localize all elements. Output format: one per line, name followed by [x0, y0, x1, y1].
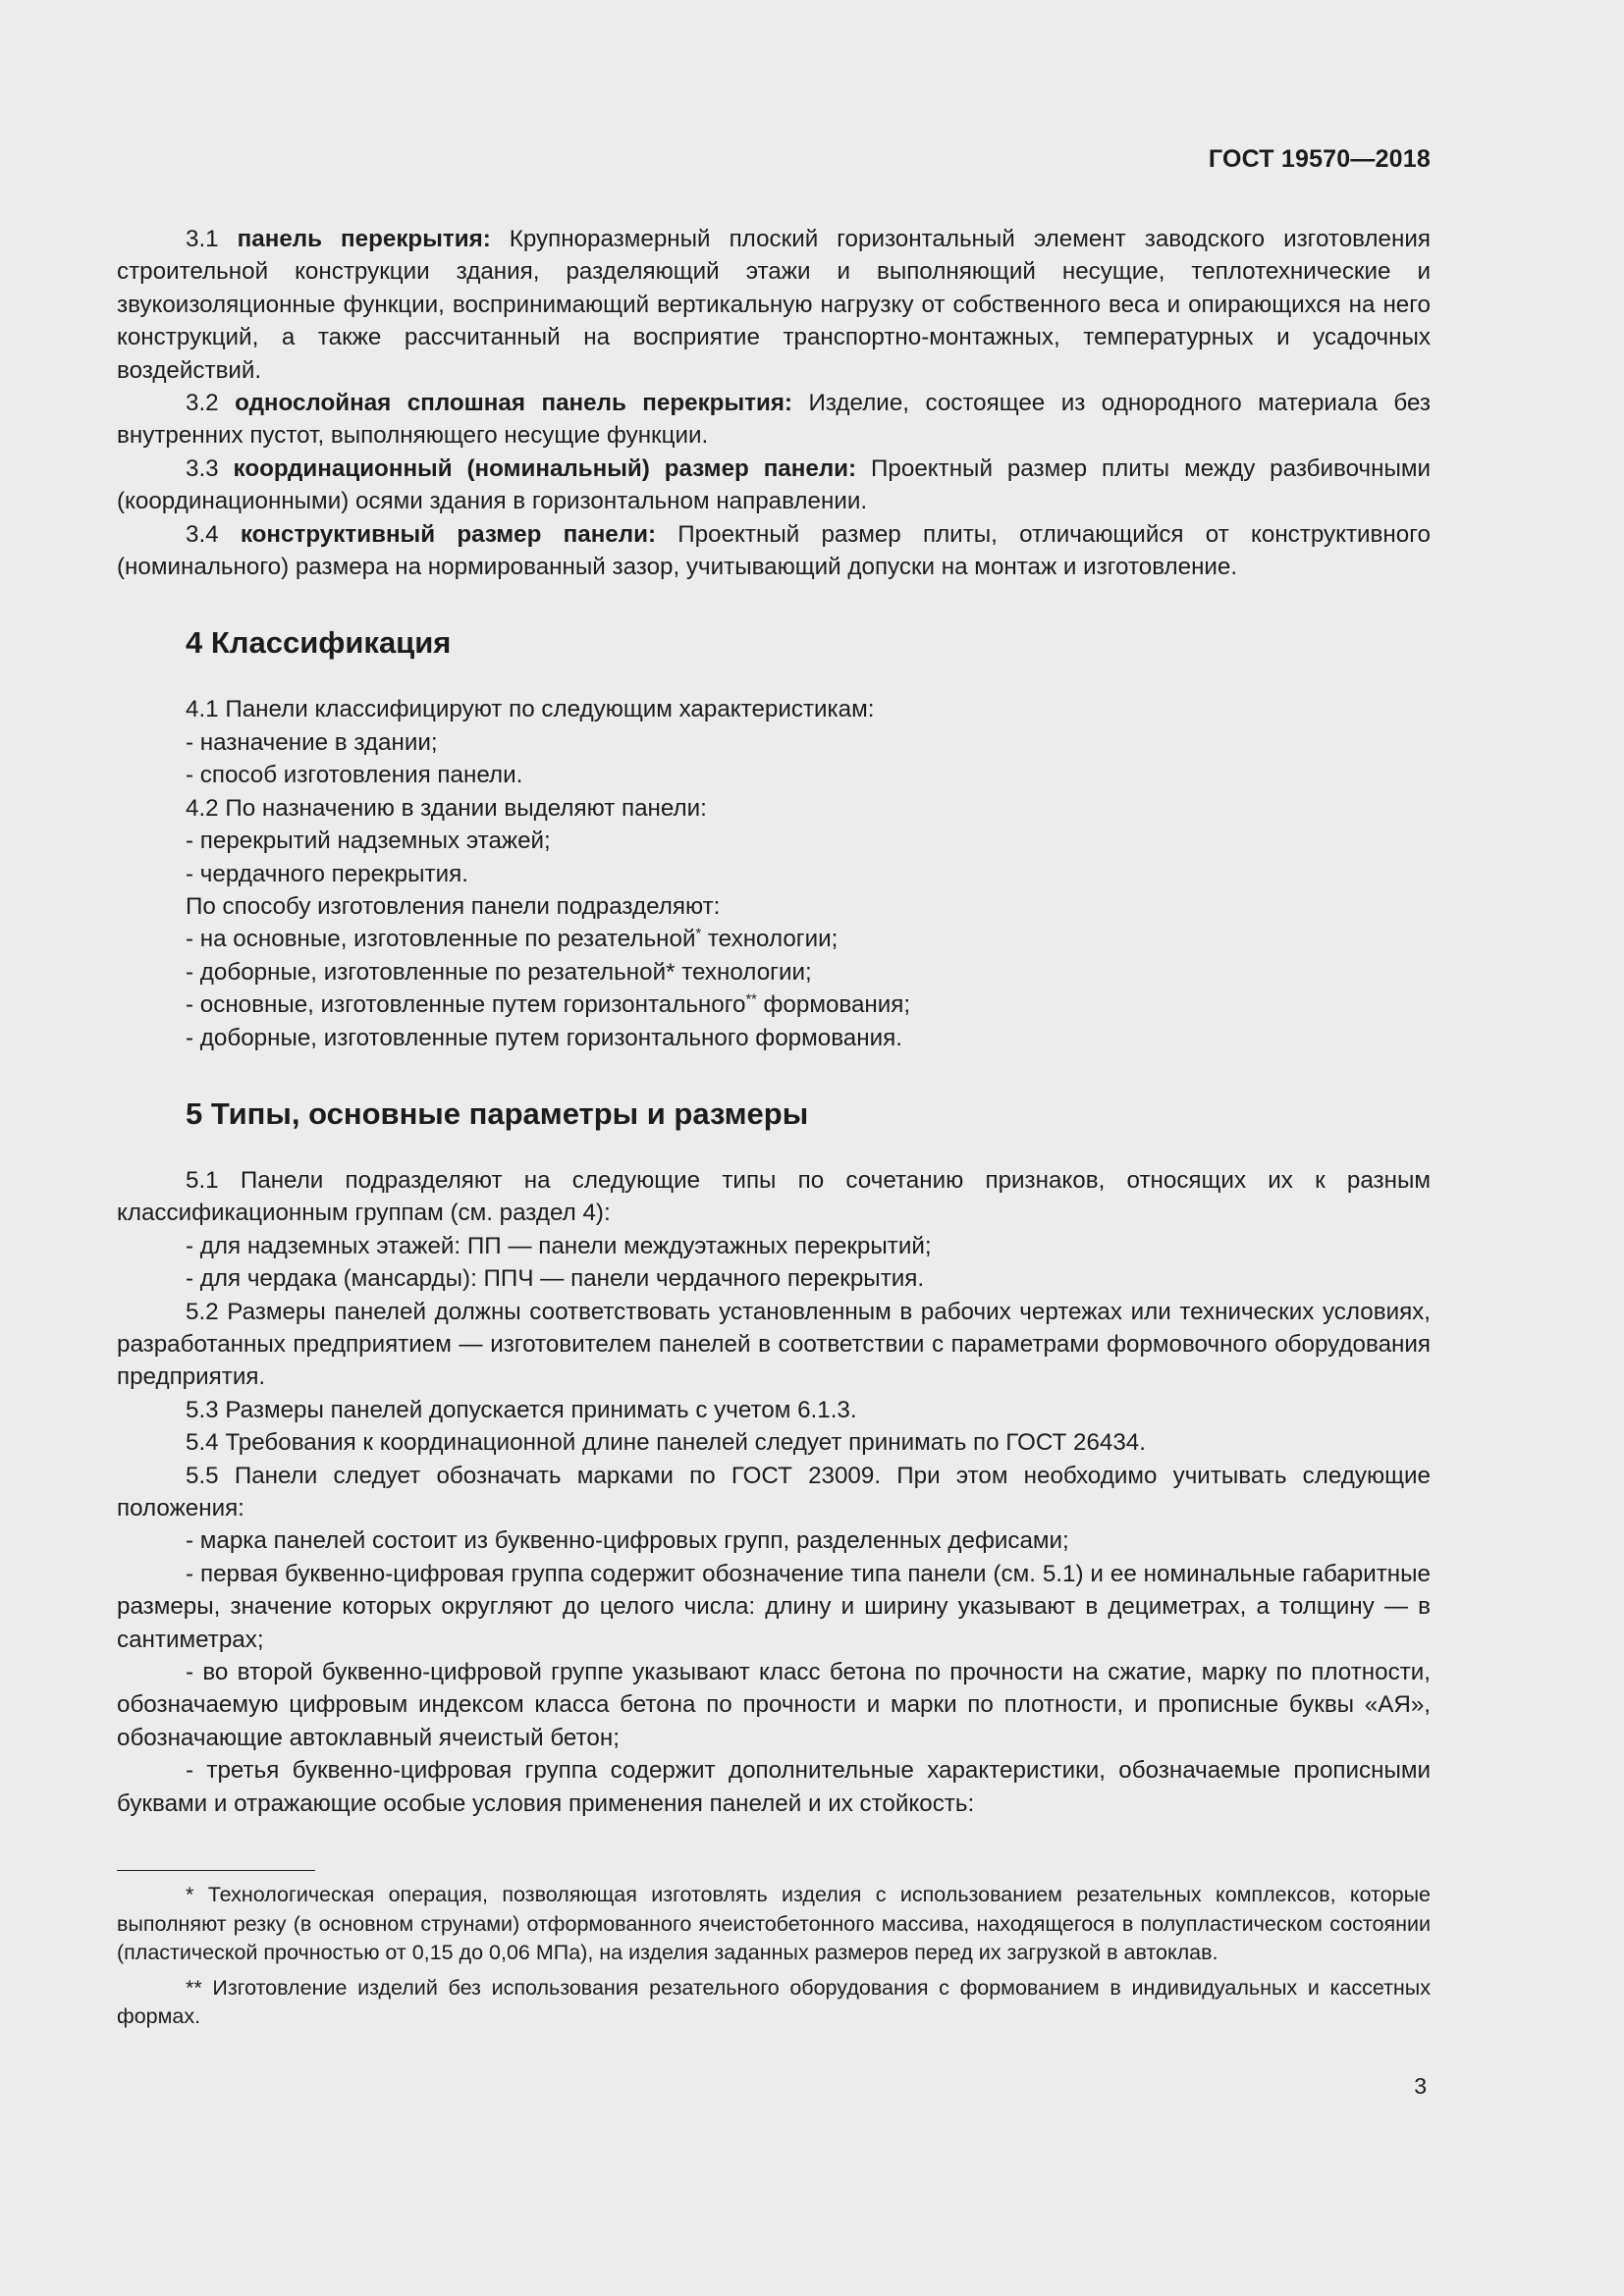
list-item: [117, 956, 1431, 988]
clause-4-2: 4.2 По назначению в здании выделяют панели:: [186, 794, 707, 822]
list-item: [117, 988, 1431, 1021]
clause-number: 3.2: [186, 390, 219, 417]
defined-term: координационный (номинальный) размер панели:: [233, 454, 857, 482]
list-item: - способ изготовления панели.: [186, 762, 523, 789]
section-5-heading: 5 Типы, основные параметры и размеры: [186, 1095, 809, 1131]
list-text: технологии;: [701, 926, 839, 953]
footnote-ref: **: [745, 991, 757, 1008]
clause-5-3: 5.3 Размеры панелей допускается принимать с учетом 6.1.3.: [186, 1396, 857, 1423]
list-text: - основные, изготовленные путем горизонтального: [186, 991, 746, 1019]
list-item: [117, 923, 1431, 955]
list-text: - доборные, изготовленные путем горизонтального формования.: [186, 1024, 902, 1051]
list-text: - доборные, изготовленные по резательной* технологии;: [186, 958, 812, 986]
clause-number: 3.4: [186, 520, 219, 548]
list-item: - назначение в здании;: [186, 728, 438, 756]
list-item: - для надземных этажей: ПП — панели междуэтажных перекрытий;: [186, 1232, 932, 1259]
list-item: - для чердака (мансарды): ППЧ — панели чердачного перекрытия.: [186, 1265, 925, 1293]
list-text: формования;: [756, 991, 911, 1019]
definition-3-2: [117, 387, 1431, 453]
list-item: - во второй буквенно-цифровой группе указывают класс бетона по прочности на сжатие, марку по плотности, обозначаемую цифровым индексом класса бетона по прочности и марки по плотности, и прописные буквы «АЯ», обозначающие автоклавный ячеистый бетон;: [117, 1659, 1431, 1751]
list-item: - первая буквенно-цифровая группа содержит обозначение типа панели (см. 5.1) и ее номинальные габаритные размеры, значение которых округляют до целого числа: длину и ширину указывают в дециметрах, а толщину — в сантиметрах;: [117, 1560, 1431, 1653]
list-item: - третья буквенно-цифровая группа содержит дополнительные характеристики, обозначаемые прописными буквами и отражающие особые условия применения панелей и их стойкость:: [117, 1757, 1431, 1817]
document-body: [117, 223, 1431, 1820]
definition-3-1: [117, 223, 1431, 387]
clause-5-4: 5.4 Требования к координационной длине панелей следует принимать по ГОСТ 26434.: [186, 1429, 1146, 1457]
footnote-1: * Технологическая операция, позволяющая изготовлять изделия с использованием резательных комплексов, которые выполняют резку (в основном струнами) отформованного ячеистобетонного массива, находящегося в полупластическом состоянии (пластической прочностью от 0,15 до 0,06 МПа), на изделия заданных размеров перед их загрузкой в автоклав.: [117, 1883, 1431, 1964]
defined-term: конструктивный размер панели:: [240, 520, 657, 548]
list-text: - на основные, изготовленные по резательной: [186, 926, 696, 953]
clause-4-1: 4.1 Панели классифицируют по следующим характеристикам:: [186, 696, 875, 723]
definition-3-4: [117, 518, 1431, 584]
footnote-separator: [117, 1870, 315, 1871]
section-4-heading: 4 Классификация: [186, 625, 452, 661]
list-item: - перекрытий надземных этажей;: [186, 828, 551, 855]
definition-text: Проектный размер плиты между разбивочными (координационными) осями здания в горизонтальном направлении.: [117, 454, 1431, 515]
definition-text: Изделие, состоящее из однородного материала без внутренних пустот, выполняющего несущие функции.: [117, 390, 1431, 450]
defined-term: панель перекрытия:: [237, 226, 491, 252]
clause-5-2: 5.2 Размеры панелей должны соответствовать установленным в рабочих чертежах или технических условиях, разработанных предприятием — изготовителем панелей в соответствии с параметрами формовочного оборудования предприятия.: [117, 1298, 1431, 1391]
defined-term: однослойная сплошная панель перекрытия:: [235, 390, 792, 417]
footnote-ref: *: [695, 926, 702, 942]
clause-number: 3.3: [186, 454, 219, 482]
list-item: [117, 1022, 1431, 1054]
clause-5-5: 5.5 Панели следует обозначать марками по ГОСТ 23009. При этом необходимо учитывать следующие положения:: [117, 1462, 1431, 1522]
list-item: - чердачного перекрытия.: [186, 860, 468, 887]
footnotes: [117, 1881, 1431, 2038]
page-number: 3: [1414, 2073, 1427, 2099]
definition-3-3: [117, 453, 1431, 518]
clause-5-1: 5.1 Панели подразделяют на следующие типы по сочетанию признаков, относящих их к разным классификационным группам (см. раздел 4):: [117, 1166, 1431, 1227]
document-code-header: ГОСТ 19570—2018: [1208, 145, 1431, 173]
definition-text: Крупноразмерный плоский горизонтальный элемент заводского изготовления строительной конструкции здания, разделяющий этажи и выполняющий несущие, теплотехнические и звукоизоляционные функции, воспринимающий вертикальную нагрузку от собственного веса и опирающихся на него конструкций, а также рассчитанный на восприятие транспортно-монтажных, температурных и усадочных воздействий.: [117, 226, 1431, 384]
list-item: - марка панелей состоит из буквенно-цифровых групп, разделенных дефисами;: [186, 1527, 1069, 1555]
footnote-2: ** Изготовление изделий без использования резательного оборудования с формованием в индивидуальных и кассетных формах.: [117, 1975, 1431, 2028]
definition-text: Проектный размер плиты, отличающийся от конструктивного (номинального) размера на нормированный зазор, учитывающий допуски на монтаж и изготовление.: [117, 520, 1431, 581]
clause-number: 3.1: [186, 226, 219, 252]
clause-4-3: По способу изготовления панели подразделяют:: [186, 892, 721, 920]
